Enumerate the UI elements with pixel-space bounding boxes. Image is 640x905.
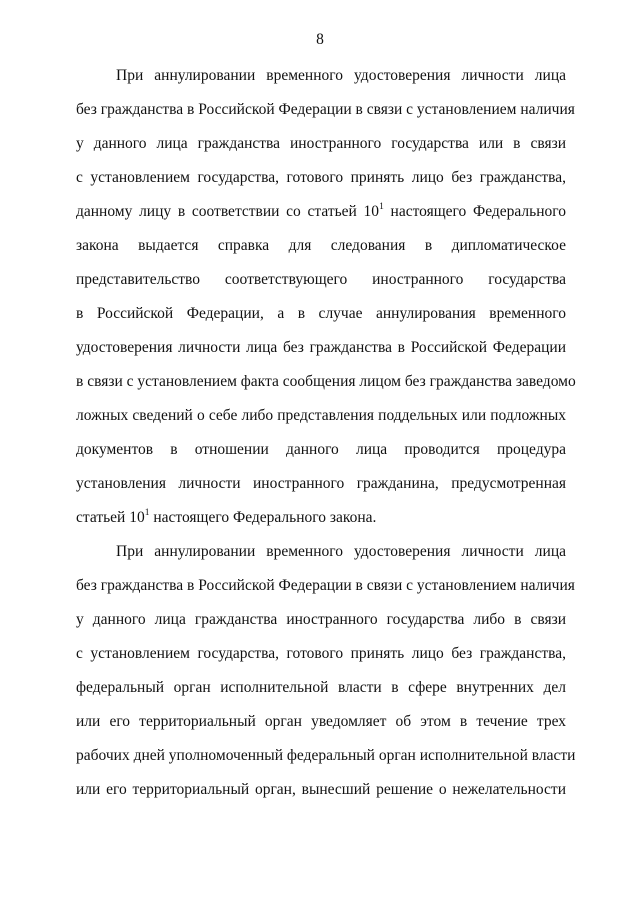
paragraph-1-line-2: без гражданства в Российской Федерации в связи с установлением наличия <box>76 101 575 118</box>
paragraph-1-line-1: При аннулировании временного удостоверения личности лица <box>116 67 566 84</box>
paragraph-2-line-7: рабочих дней уполномоченный федеральный орган исполнительной власти <box>76 747 576 764</box>
paragraph-2-line-2: без гражданства в Российской Федерации в связи с установлением наличия <box>76 577 575 594</box>
paragraph-1-line-9: удостоверения личности лица без гражданства в Российской Федерации <box>76 339 566 356</box>
paragraph-2-line-5: федеральный орган исполнительной власти в сфере внутренних дел <box>76 679 566 696</box>
line-text-after: настоящего Федерального закона. <box>149 509 377 526</box>
paragraph-1-line-11: ложных сведений о себе либо представления поддельных или подложных <box>76 407 566 424</box>
paragraph-1-line-13: установления личности иностранного гражданина, предусмотренная <box>76 475 566 492</box>
paragraph-1-line-12: документов в отношении данного лица проводится процедура <box>76 441 566 458</box>
superscript: 1 <box>144 507 150 518</box>
superscript: 1 <box>379 201 384 212</box>
paragraph-1-line-6: закона выдается справка для следования в дипломатическое <box>76 237 566 254</box>
paragraph-2-line-1: При аннулировании временного удостоверения личности лица <box>116 543 566 560</box>
line-text-before: статьей 10 <box>76 509 145 526</box>
paragraph-2-line-6: или его территориальный орган уведомляет об этом в течение трех <box>76 713 566 730</box>
paragraph-1-line-10: в связи с установлением факта сообщения лицом без гражданства заведомо <box>76 373 576 390</box>
paragraph-1-line-8: в Российской Федерации, а в случае аннулирования временного <box>76 305 566 322</box>
paragraph-2-line-3: у данного лица гражданства иностранного государства либо в связи <box>76 611 566 628</box>
paragraph-2-line-4: с установлением государства, готового принять лицо без гражданства, <box>76 645 566 662</box>
paragraph-1-line-7: представительство соответствующего иностранного государства <box>76 271 566 288</box>
page-number: 8 <box>316 31 324 48</box>
line-text-after: настоящего Федерального <box>383 203 566 220</box>
paragraph-1-line-5 <box>76 202 566 222</box>
line-text-before: данному лицу в соответствии со статьей 10 <box>76 203 380 220</box>
paragraph-2-line-8: или его территориальный орган, вынесший решение о нежелательности <box>76 781 566 798</box>
paragraph-1-line-14 <box>76 508 566 528</box>
paragraph-1-line-4: с установлением государства, готового принять лицо без гражданства, <box>76 169 566 186</box>
paragraph-1-line-3: у данного лица гражданства иностранного государства или в связи <box>76 135 566 152</box>
